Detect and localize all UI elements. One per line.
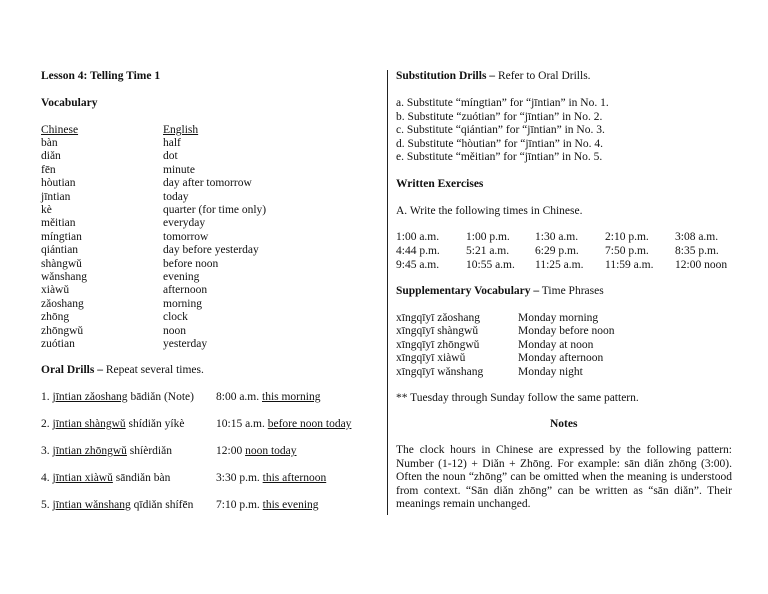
- drill-translation: [216, 391, 320, 404]
- drill-time-phrase: bādiǎn (Note): [127, 391, 194, 403]
- written-instruction: A. Write the following times in Chinese.: [396, 205, 583, 217]
- substitution-item: e. Substitute “měitian” for “jīntian” in No. 5.: [396, 151, 603, 163]
- time-cell: 7:50 p.m.: [605, 245, 649, 257]
- drill-time-phrase: qīdiǎn shífēn: [130, 499, 194, 511]
- drill-gloss: before noon today: [267, 418, 352, 430]
- vocab-english: before noon: [163, 257, 219, 270]
- vocab-english: afternoon: [163, 284, 208, 297]
- notes-heading: Notes: [550, 418, 578, 430]
- vocab-chinese: bàn: [41, 137, 58, 149]
- vocab-chinese: hòutian: [41, 177, 76, 190]
- time-cell: 3:08 a.m.: [675, 231, 719, 243]
- drill-gloss: noon today: [245, 445, 297, 457]
- vocab-english: quarter (for time only): [163, 204, 267, 216]
- supp-chinese: xīngqīyī xiàwǔ: [396, 352, 466, 365]
- col-header-chinese: Chinese: [41, 124, 79, 136]
- time-cell: 1:00 a.m.: [396, 231, 440, 243]
- drill-phrase: jīntian zǎoshang: [52, 391, 128, 403]
- vocab-chinese: kè: [41, 204, 52, 216]
- drill-item: [41, 499, 193, 512]
- drill-translation: [216, 418, 351, 431]
- vocab-english: today: [163, 190, 189, 203]
- drill-clock-time: 3:30 p.m.: [216, 472, 263, 484]
- time-cell: 8:35 p.m.: [675, 245, 719, 257]
- drill-time-phrase: shíèrdiǎn: [126, 445, 172, 457]
- notes-paragraph: The clock hours in Chinese are expressed by the following pattern: Number (1-12) + Diǎn + Zhōng. For example: sān diǎn zhōng (3:00). Often the noun “zhōng” can be omitted when the meaning is understood from context. “Sān diǎn zhōng” can be written as “sān diǎn”. Their meanings remain unchanged.: [396, 444, 732, 510]
- vocab-chinese: zuótian: [41, 338, 75, 350]
- vocab-chinese: měitian: [41, 217, 76, 230]
- substitution-item: b. Substitute “zuótian” for “jīntian” in No. 2.: [396, 110, 603, 123]
- vocab-english: tomorrow: [163, 230, 209, 243]
- vocab-chinese: diǎn: [41, 150, 61, 163]
- time-cell: 9:45 a.m.: [396, 259, 440, 271]
- supp-english: Monday morning: [518, 312, 599, 324]
- supp-english: Monday afternoon: [518, 352, 604, 365]
- drill-number: 4.: [41, 472, 53, 484]
- vocab-english: half: [163, 137, 181, 149]
- drill-translation: [216, 445, 297, 458]
- drill-number: 5.: [41, 499, 53, 511]
- drill-clock-time: 8:00 a.m.: [216, 391, 262, 403]
- vocab-chinese: zhōngwǔ: [41, 324, 84, 337]
- written-heading: Written Exercises: [396, 178, 484, 190]
- time-cell: 11:59 a.m.: [605, 259, 654, 271]
- vocab-heading: Vocabulary: [41, 97, 98, 109]
- supp-chinese: xīngqīyī zhōngwǔ: [396, 338, 480, 351]
- vocab-chinese: míngtian: [41, 230, 82, 243]
- drill-number: 3.: [41, 445, 53, 457]
- supplementary-heading: Supplementary Vocabulary – Time Phrases: [396, 285, 604, 297]
- time-cell: 6:29 p.m.: [535, 245, 579, 257]
- drill-time-phrase: sāndiǎn bàn: [112, 472, 171, 484]
- drill-gloss: this evening: [262, 499, 319, 511]
- pattern-note: ** Tuesday through Sunday follow the same pattern.: [396, 392, 639, 404]
- supp-english: Monday before noon: [518, 325, 615, 338]
- vocab-english: everyday: [163, 217, 206, 230]
- time-cell: 1:30 a.m.: [535, 231, 579, 243]
- drill-clock-time: 12:00: [216, 445, 246, 457]
- vocab-english: noon: [163, 324, 186, 337]
- vocab-chinese: fēn: [41, 163, 56, 176]
- time-cell: 1:00 p.m.: [466, 231, 510, 243]
- vocab-english: day after tomorrow: [163, 177, 252, 190]
- substitution-item: c. Substitute “qiántian” for “jīntian” in No. 3.: [396, 124, 605, 136]
- time-cell: 5:21 a.m.: [466, 245, 510, 257]
- vocab-chinese: shàngwǔ: [41, 257, 82, 270]
- vocab-chinese: xiàwǔ: [41, 284, 70, 297]
- drill-item: [41, 445, 172, 458]
- vocab-english: morning: [163, 297, 202, 310]
- col-header-english: English: [163, 124, 199, 136]
- vocab-chinese: wǎnshang: [41, 271, 87, 283]
- supp-chinese: xīngqīyī wǎnshang: [396, 365, 484, 378]
- vocab-chinese: zǎoshang: [41, 297, 84, 310]
- time-cell: 10:55 a.m.: [466, 259, 515, 271]
- lesson-title: Lesson 4: Telling Time 1: [41, 70, 161, 82]
- drill-phrase: jīntian wǎnshang: [52, 499, 131, 511]
- vocab-english: dot: [163, 150, 178, 163]
- vocab-english: clock: [163, 311, 188, 324]
- supp-english: Monday night: [518, 365, 583, 378]
- drill-translation: [216, 472, 326, 485]
- time-cell: 12:00 noon: [675, 259, 728, 271]
- drill-number: 1.: [41, 391, 53, 403]
- supp-chinese: xīngqīyī shàngwǔ: [396, 325, 479, 338]
- drill-phrase: jīntian zhōngwǔ: [52, 445, 127, 457]
- drill-translation: [216, 499, 319, 512]
- drill-time-phrase: shídiǎn yíkè: [125, 418, 185, 430]
- oral-drills-heading: Oral Drills – Repeat several times.: [41, 364, 204, 376]
- drill-item: [41, 391, 194, 404]
- drill-gloss: this morning: [262, 391, 321, 403]
- supp-english: Monday at noon: [518, 338, 594, 351]
- substitution-item: d. Substitute “hòutian” for “jīntian” in No. 4.: [396, 137, 603, 150]
- vocab-chinese: jīntian: [41, 190, 71, 203]
- drill-clock-time: 7:10 p.m.: [216, 499, 263, 511]
- supp-chinese: xīngqīyī zǎoshang: [396, 312, 480, 324]
- vocab-english: day before yesterday: [163, 244, 259, 257]
- vocab-chinese: zhōng: [41, 311, 70, 324]
- substitution-item: a. Substitute “míngtian” for “jīntian” in No. 1.: [396, 97, 609, 109]
- drill-clock-time: 10:15 a.m.: [216, 418, 268, 430]
- vocab-chinese: qiántian: [41, 244, 79, 257]
- vocab-english: minute: [163, 163, 195, 176]
- time-cell: 2:10 p.m.: [605, 231, 649, 243]
- drill-phrase: jīntian shàngwǔ: [52, 418, 126, 430]
- vocab-english: yesterday: [163, 338, 208, 350]
- time-cell: 4:44 p.m.: [396, 245, 440, 257]
- vocab-english: evening: [163, 271, 200, 283]
- drill-item: [41, 418, 184, 431]
- column-divider: [387, 70, 388, 515]
- drill-gloss: this afternoon: [262, 472, 327, 484]
- time-cell: 11:25 a.m.: [535, 259, 584, 271]
- drill-item: [41, 472, 170, 485]
- drill-phrase: jīntian xiàwǔ: [52, 472, 113, 484]
- substitution-heading: Substitution Drills – Refer to Oral Drills.: [396, 70, 591, 82]
- drill-number: 2.: [41, 418, 53, 430]
